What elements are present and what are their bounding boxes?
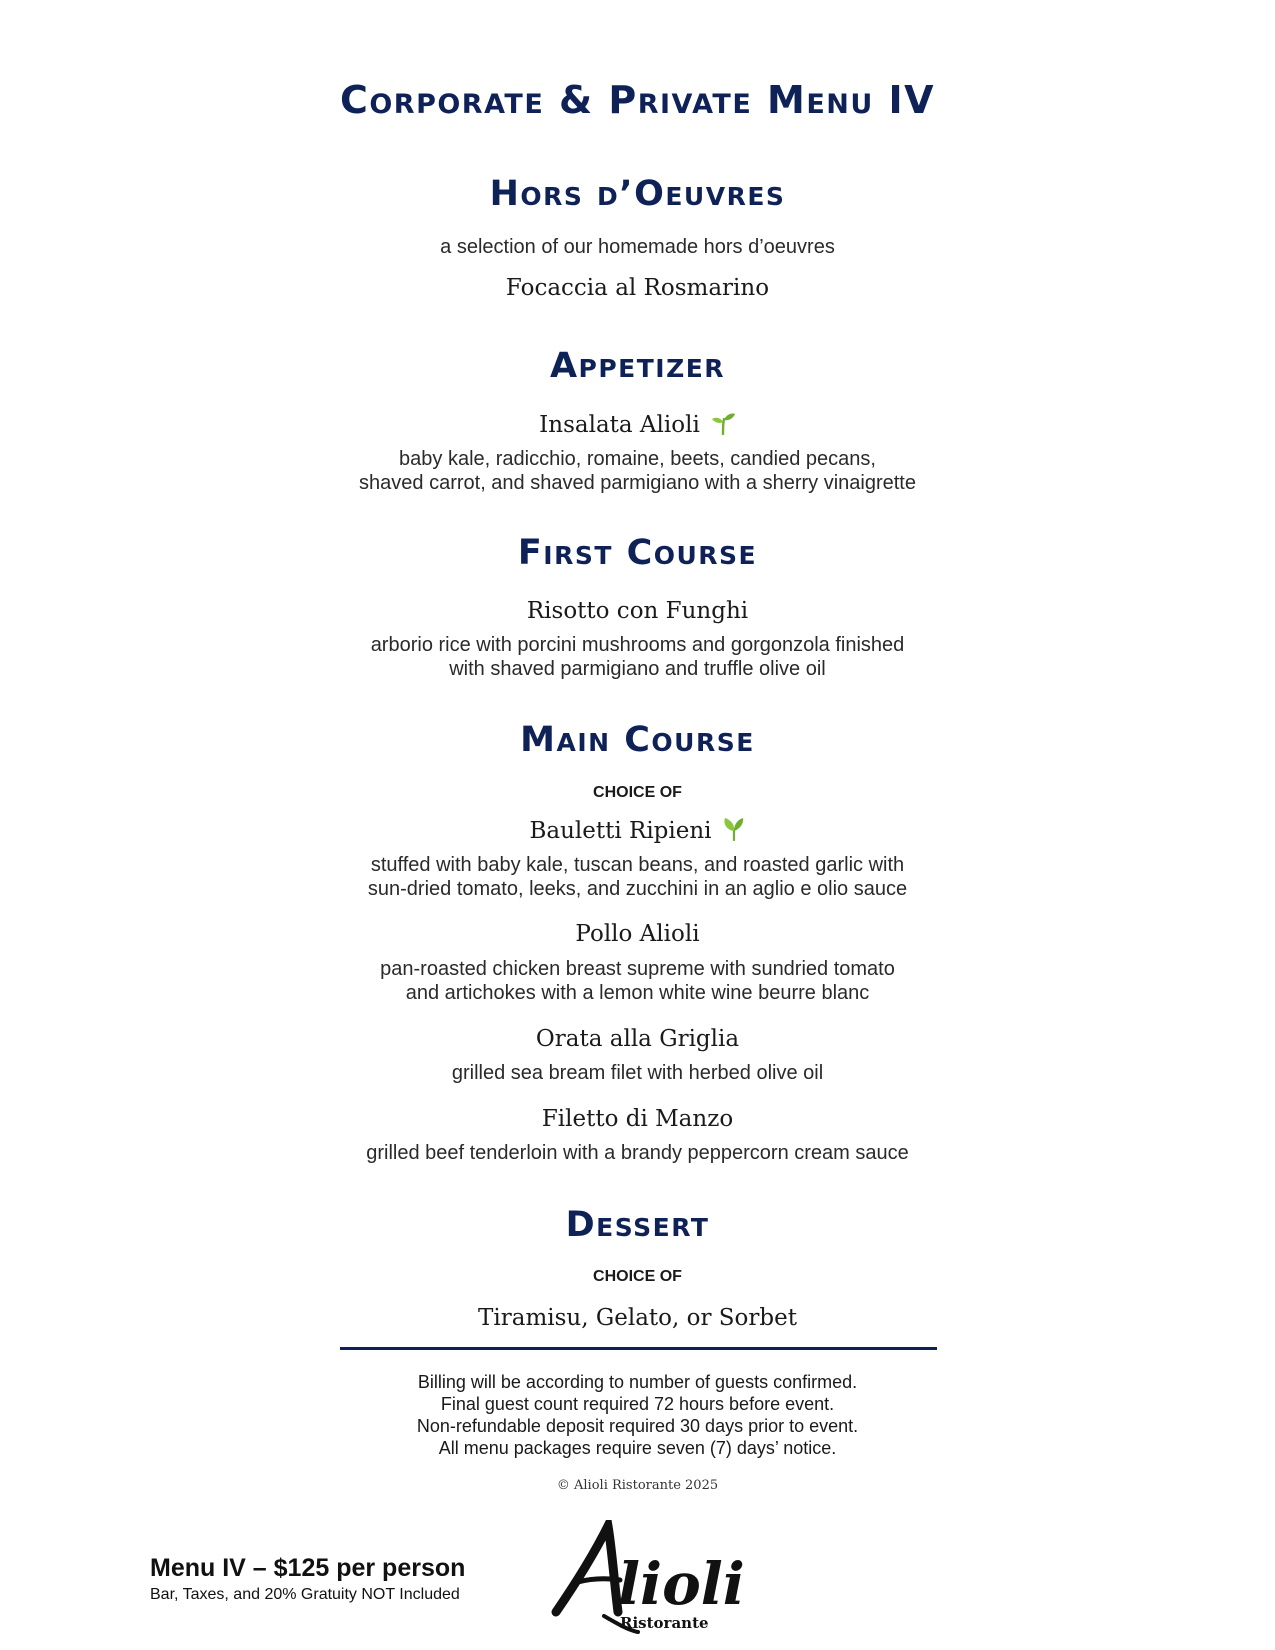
- price-label: Menu IV – $125 per person: [150, 1554, 466, 1582]
- description-line: pan-roasted chicken breast supreme with sundried tomato: [380, 958, 895, 980]
- description-line: with shaved parmigiano and truffle olive oil: [449, 658, 826, 680]
- note-line: Non-refundable deposit required 30 days prior to event.: [416, 1416, 859, 1436]
- sprout-icon: [710, 411, 736, 441]
- description-line: grilled beef tenderloin with a brandy peppercorn cream sauce: [366, 1142, 909, 1164]
- leaf-icon: [722, 817, 746, 847]
- menu-item-name: [0, 411, 1275, 441]
- description-line: baby kale, radicchio, romaine, beets, candied pecans,: [399, 448, 876, 470]
- copyright-text: © Alioli Ristorante 2025: [556, 1478, 719, 1493]
- alioli-logo: [548, 1520, 748, 1635]
- menu-title: Corporate & Private Menu IV: [339, 78, 936, 122]
- note-line: All menu packages require seven (7) days’ notice.: [438, 1438, 837, 1458]
- heading-dessert: Dessert: [565, 1205, 710, 1245]
- description-line: shaved carrot, and shaved parmigiano with a sherry vinaigrette: [359, 472, 916, 494]
- price-note: Bar, Taxes, and 20% Gratuity NOT Included: [150, 1586, 460, 1603]
- heading-main-course: Main Course: [520, 720, 755, 760]
- logo-wordmark: lioli: [618, 1550, 745, 1618]
- menu-item-name: Pollo Alioli: [575, 921, 700, 947]
- note-line: Billing will be according to number of guests confirmed.: [417, 1372, 858, 1392]
- choice-of-label: CHOICE OF: [593, 1268, 682, 1285]
- menu-item-name: [0, 817, 1275, 847]
- billing-notes: [0, 1371, 1275, 1459]
- heading-hors-doeuvres: Hors d’Oeuvres: [489, 174, 786, 214]
- description-line: stuffed with baby kale, tuscan beans, and roasted garlic with: [370, 854, 905, 876]
- menu-item-description: [0, 447, 1275, 495]
- menu-item-name: Orata alla Griglia: [535, 1026, 740, 1052]
- heading-first-course: First Course: [517, 533, 758, 573]
- menu-item-description: [0, 957, 1275, 1005]
- menu-item-description: [0, 633, 1275, 681]
- menu-item-description: [0, 853, 1275, 901]
- divider-line: [340, 1347, 937, 1350]
- item-name-text: Insalata Alioli: [539, 412, 700, 438]
- menu-item-name: Risotto con Funghi: [526, 598, 749, 624]
- item-name-text: Bauletti Ripieni: [529, 818, 712, 844]
- description-line: arborio rice with porcini mushrooms and gorgonzola finished: [370, 634, 905, 656]
- menu-item-name: Filetto di Manzo: [541, 1106, 734, 1132]
- hors-doeuvres-item: Focaccia al Rosmarino: [505, 275, 770, 301]
- choice-of-label: CHOICE OF: [593, 784, 682, 801]
- description-line: grilled sea bream filet with herbed olive oil: [451, 1062, 824, 1084]
- heading-appetizer: Appetizer: [549, 346, 726, 386]
- hors-doeuvres-description: a selection of our homemade hors d’oeuvres: [440, 236, 835, 258]
- dessert-item: Tiramisu, Gelato, or Sorbet: [478, 1305, 797, 1331]
- logo-subtitle: Ristorante: [620, 1614, 709, 1632]
- menu-item-description: [0, 1061, 1275, 1085]
- menu-item-description: [0, 1141, 1275, 1165]
- description-line: and artichokes with a lemon white wine beurre blanc: [405, 982, 870, 1004]
- description-line: sun-dried tomato, leeks, and zucchini in an aglio e olio sauce: [367, 878, 908, 900]
- note-line: Final guest count required 72 hours before event.: [440, 1394, 835, 1414]
